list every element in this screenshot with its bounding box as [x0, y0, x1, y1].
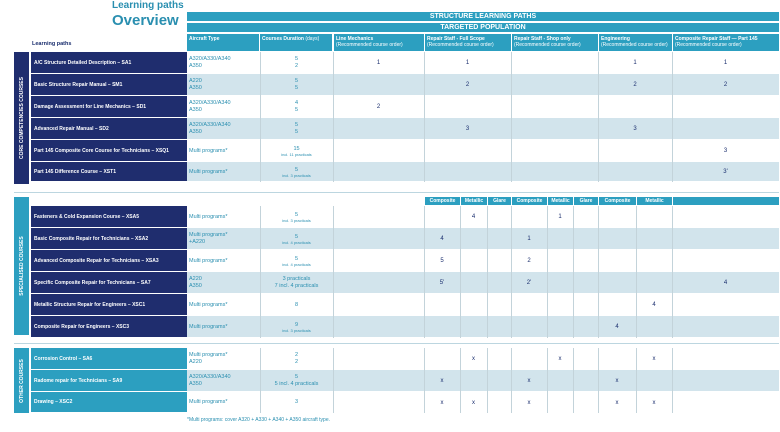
aircraft-type: A320/A330/A340 A350 [189, 122, 231, 135]
course-duration: 3 practicals 7 incl. 4 practicals [274, 276, 319, 289]
course-mark [672, 294, 779, 316]
aircraft-type: A220 A350 [189, 78, 202, 91]
grid-line [333, 348, 334, 413]
course-order-line [333, 162, 424, 182]
subhead-composite: Composite [512, 197, 547, 205]
column-header-population: Composite Repair Staff — Part 145 (Recommended course order) [673, 34, 779, 51]
grid-line [260, 206, 261, 338]
grid-line [573, 348, 574, 413]
course-mark [460, 294, 487, 316]
course-mark [487, 348, 511, 370]
course-name: Corrosion Control – SA6 [31, 348, 187, 369]
course-mark [672, 348, 779, 370]
course-mark [672, 370, 779, 392]
course-mark [487, 316, 511, 338]
subhead-glare: Glare [574, 197, 598, 205]
grid-line [598, 348, 599, 413]
grid-line [672, 348, 673, 413]
section-divider [14, 343, 779, 344]
subhead-metallic: Metallic [637, 197, 672, 205]
course-mark: 1 [527, 236, 531, 242]
course-name: Advanced Composite Repair for Technicians – XSA3 [31, 250, 187, 271]
aircraft-type: Multi programs* +A220 [189, 232, 228, 245]
course-mark [487, 294, 511, 316]
course-name: A/C Structure Detailed Description – SA1 [31, 52, 187, 73]
course-mark [672, 392, 779, 413]
course-name: Part 145 Composite Core Course for Technicians – XSQ1 [31, 140, 187, 161]
grid-line [487, 348, 488, 413]
grid-line [424, 348, 425, 413]
course-mark [636, 370, 672, 392]
course-mark [573, 272, 598, 294]
course-mark [672, 316, 779, 338]
course-mark [511, 316, 547, 338]
course-duration: 5 incl. 4 practicals [282, 255, 311, 267]
course-mark [547, 250, 573, 272]
course-mark [424, 348, 460, 370]
course-mark [598, 272, 636, 294]
course-order-shop [511, 96, 598, 118]
aircraft-type: Multi programs* [189, 213, 228, 220]
subhead-metallic: Metallic [461, 197, 487, 205]
course-mark [636, 272, 672, 294]
course-order-eng [598, 140, 672, 162]
subhead-glare: Glare [488, 197, 511, 205]
grid-line [424, 206, 425, 338]
course-name: Basic Structure Repair Manual – SM1 [31, 74, 187, 95]
course-mark: 2' [526, 280, 532, 286]
course-order-line: 2 [376, 104, 381, 110]
course-mark [460, 370, 487, 392]
course-mark [547, 294, 573, 316]
aircraft-type: A220 A350 [189, 276, 202, 289]
course-mark: x [527, 399, 531, 406]
course-mark [636, 206, 672, 228]
aircraft-type: Multi programs* [189, 257, 228, 264]
column-header-population: Line Mechanics (Recommended course order) [334, 34, 424, 51]
course-duration: 5 5 [294, 78, 299, 91]
footnote: *Multi programs: cover A320 + A330 + A340 + A350 aircraft type. [187, 417, 331, 423]
course-mark: x [558, 356, 562, 362]
course-mark [511, 206, 547, 228]
course-order-shop [511, 140, 598, 162]
course-mark: 4 [723, 280, 728, 286]
course-mark [636, 250, 672, 272]
course-mark [487, 392, 511, 413]
course-name: Composite Repair for Engineers – XSC3 [31, 316, 187, 337]
grid-line [511, 52, 512, 182]
course-order-shop [511, 52, 598, 74]
grid-line [672, 206, 673, 338]
course-mark [573, 348, 598, 370]
course-mark [573, 206, 598, 228]
course-name: Basic Composite Repair for Technicians – XSA2 [31, 228, 187, 249]
grid-line [260, 348, 261, 413]
course-order-shop [511, 162, 598, 182]
course-mark [487, 250, 511, 272]
course-order-full: 1 [465, 60, 470, 66]
course-order-eng [598, 96, 672, 118]
course-mark [424, 206, 460, 228]
course-mark [424, 316, 460, 338]
subhead-metallic: Metallic [548, 197, 573, 205]
section-specialised: SPECIALISED COURSES [14, 197, 29, 335]
course-mark [460, 250, 487, 272]
course-mark [636, 228, 672, 250]
subhead-blank [673, 197, 779, 205]
course-order-line [333, 140, 424, 162]
course-order-eng [598, 162, 672, 182]
course-duration: 5 5 incl. 4 practicals [274, 374, 319, 387]
course-order-comp [672, 96, 779, 118]
section-other: OTHER COURSES [14, 348, 29, 413]
course-duration: 5 5 [294, 122, 299, 135]
course-order-full [424, 96, 511, 118]
course-mark [424, 294, 460, 316]
course-order-comp: 2 [723, 82, 728, 88]
course-mark: 5 [440, 258, 444, 264]
course-mark: x [440, 399, 444, 406]
course-mark [487, 206, 511, 228]
course-duration: 5 2 [294, 56, 299, 69]
course-mark [672, 250, 779, 272]
course-name: Radome repair for Technicians – SA9 [31, 370, 187, 391]
grid-line [547, 348, 548, 413]
course-mark: x [652, 356, 656, 362]
population-band: TARGETED POPULATION [187, 23, 779, 32]
course-order-comp [672, 118, 779, 140]
title-small: Learning paths [112, 0, 184, 11]
course-duration: 5 incl. 3 practicals [282, 211, 311, 223]
course-mark [487, 228, 511, 250]
course-mark [460, 272, 487, 294]
course-duration: 9 incl. 3 practicals [282, 321, 311, 333]
course-mark [598, 228, 636, 250]
course-mark [547, 316, 573, 338]
course-mark: 1 [558, 214, 562, 220]
course-mark [487, 272, 511, 294]
grid-line [598, 206, 599, 338]
course-mark [598, 294, 636, 316]
course-order-shop [511, 74, 598, 96]
grid-line [636, 348, 637, 413]
column-header-population: Repair Staff - Full Scope (Recommended course order) [425, 34, 511, 51]
aircraft-type: Multi programs* A220 [189, 352, 228, 365]
course-order-full [424, 140, 511, 162]
course-order-comp: 3 [723, 148, 728, 154]
course-mark [547, 392, 573, 413]
structure-band: STRUCTURE LEARNING PATHS [187, 12, 779, 21]
aircraft-type: A320/A330/A340 A350 [189, 374, 231, 387]
grid-line [573, 206, 574, 338]
grid-line [672, 52, 673, 182]
course-mark [598, 348, 636, 370]
column-header-population: Engineering (Recommended course order) [599, 34, 672, 51]
course-duration: 5 incl. 3 practicals [282, 166, 311, 178]
course-mark: 2 [527, 258, 531, 264]
course-order-line [333, 74, 424, 96]
grid-line [460, 206, 461, 338]
course-mark [547, 370, 573, 392]
course-mark [573, 294, 598, 316]
course-mark [636, 316, 672, 338]
course-name: Fasteners & Cold Expansion Course – XSA5 [31, 206, 187, 227]
course-name: Drawing – XSC2 [31, 392, 187, 412]
course-mark: x [615, 378, 619, 384]
course-mark [460, 316, 487, 338]
course-duration: 4 5 [294, 100, 299, 113]
course-mark: 4 [652, 302, 656, 308]
course-duration: 15 incl. 11 practicals [281, 145, 312, 157]
column-header-aircraft: Aircraft Type [187, 34, 259, 51]
grid-line [511, 348, 512, 413]
course-mark [460, 228, 487, 250]
section-divider [14, 192, 779, 193]
course-mark [547, 272, 573, 294]
aircraft-type: Multi programs* [189, 147, 228, 154]
course-order-shop [511, 118, 598, 140]
learning-paths-label: Learning paths [32, 41, 72, 47]
course-mark [511, 348, 547, 370]
subhead-composite: Composite [425, 197, 460, 205]
course-order-full: 2 [465, 82, 470, 88]
course-order-eng: 1 [633, 60, 637, 66]
grid-line [333, 206, 334, 338]
course-mark: x [472, 399, 475, 406]
grid-line [487, 206, 488, 338]
course-order-eng: 3 [633, 126, 637, 132]
subhead-composite: Composite [599, 197, 636, 205]
course-mark [573, 370, 598, 392]
aircraft-type: A320/A330/A340 A350 [189, 56, 231, 69]
course-order-line [333, 118, 424, 140]
course-mark: x [615, 399, 619, 406]
course-duration: 5 incl. 4 practicals [282, 233, 311, 245]
course-duration: 3 [294, 399, 299, 405]
course-mark: x [440, 378, 444, 384]
course-order-comp: 3' [723, 169, 728, 175]
course-mark [573, 316, 598, 338]
course-order-comp: 1 [723, 60, 728, 66]
grid-line [511, 206, 512, 338]
course-mark [598, 250, 636, 272]
aircraft-type: A320/A330/A340 A350 [189, 100, 231, 113]
course-mark [573, 250, 598, 272]
column-header-population: Repair Staff - Shop only (Recommended course order) [512, 34, 598, 51]
course-order-line: 1 [376, 60, 381, 66]
course-mark [672, 206, 779, 228]
column-header-duration: Courses Duration (days) [260, 34, 332, 51]
page-title: Overview [112, 12, 179, 29]
grid-line [333, 52, 334, 182]
course-name: Damage Assessment for Line Mechanics – SD1 [31, 96, 187, 117]
aircraft-type: Multi programs* [189, 323, 228, 330]
course-mark [573, 392, 598, 413]
course-mark [598, 206, 636, 228]
course-name: Advanced Repair Manual – SD2 [31, 118, 187, 139]
aircraft-type: Multi programs* [189, 399, 228, 405]
section-core: CORE COMPETENCIES COURSES [14, 52, 29, 184]
course-mark: 5' [439, 280, 445, 286]
grid-line [260, 52, 261, 182]
aircraft-type: Multi programs* [189, 168, 228, 175]
course-mark: 4 [615, 324, 619, 330]
grid-line [424, 52, 425, 182]
grid-line [598, 52, 599, 182]
course-name: Metallic Structure Repair for Engineers – XSC1 [31, 294, 187, 315]
course-mark: x [472, 356, 475, 362]
grid-line [460, 348, 461, 413]
course-mark [487, 370, 511, 392]
course-mark [547, 228, 573, 250]
course-mark: x [527, 378, 531, 384]
course-order-full: 3 [465, 126, 470, 132]
course-order-eng: 2 [633, 82, 637, 88]
course-duration: 8 [294, 301, 299, 308]
course-name: Specific Composite Repair for Technicians – SA7 [31, 272, 187, 293]
course-mark [511, 294, 547, 316]
course-duration: 2 2 [294, 352, 299, 365]
course-mark [672, 228, 779, 250]
grid-line [636, 206, 637, 338]
course-mark: 4 [440, 236, 444, 242]
course-order-full [424, 162, 511, 182]
grid-line [547, 206, 548, 338]
course-mark: x [652, 399, 656, 406]
course-name: Part 145 Difference Course – XST1 [31, 162, 187, 181]
course-mark: 4 [471, 214, 476, 220]
aircraft-type: Multi programs* [189, 301, 228, 308]
course-mark [573, 228, 598, 250]
